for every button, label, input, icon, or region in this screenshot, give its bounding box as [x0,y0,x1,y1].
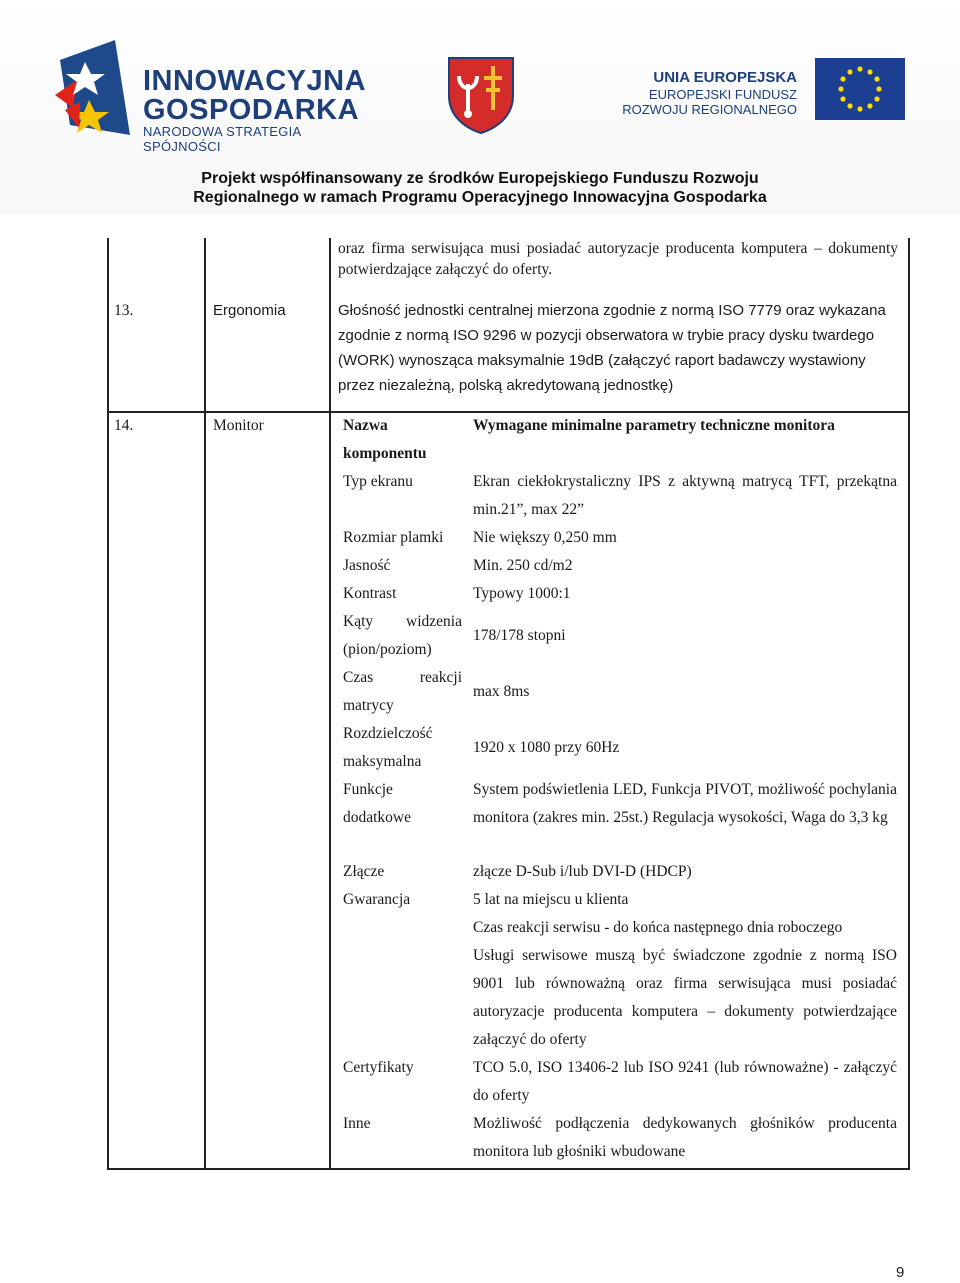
component-label-inne: Inne [343,1115,371,1132]
component-label-gwarancja: Gwarancja [343,891,411,908]
ig-logo-line3: NARODOWA STRATEGIA SPÓJNOŚCI [143,124,301,154]
component-value-rozdzielczosc: 1920 x 1080 przy 60Hz [473,739,620,756]
component-value-zlacze: złącze D-Sub i/lub DVI-D (HDCP) [473,863,692,880]
parameters-header: Wymagane minimalne parametry techniczne monitora [473,417,835,434]
table-border-bottom [107,1168,910,1170]
table-border-col2 [204,238,206,1170]
innowacyjna-gospodarka-logo [55,40,375,154]
component-header: Nazwa komponentu [343,417,427,462]
ue-logo-line2: EUROPEJSKI FUNDUSZ [648,87,797,102]
row13-name: Ergonomia [213,302,286,319]
component-value-typ-ekranu: Ekran ciekłokrystaliczny IPS z aktywną matrycą TFT, przekątna min.21”, max 22” [473,473,897,518]
coat-of-arms-icon [447,56,515,134]
ig-star-mark-icon [55,40,135,140]
component-label-jasnosc: Jasność [343,557,391,574]
component-value-katy-widzenia: 178/178 stopni [473,627,566,644]
row13-number: 13. [114,302,134,319]
project-funding-line2: Regionalnego w ramach Programu Operacyjnego Innowacyjna Gospodarka [193,189,767,206]
component-value-rozmiar-plamki: Nie większy 0,250 mm [473,529,617,546]
component-label-kontrast: Kontrast [343,585,397,602]
ig-logo-line2: GOSPODARKA [143,94,360,126]
component-value-czas-reakcji: max 8ms [473,683,530,700]
component-label-czas-reakcji: Czas reakcji matrycy [343,669,462,714]
specification-table [107,238,910,1170]
component-label-zlacze: Złącze [343,863,385,880]
continuation-text: oraz firma serwisująca musi posiadać autoryzacje producenta komputera – dokumenty potwierdzające załączyć do oferty. [338,240,898,278]
component-label-typ-ekranu: Typ ekranu [343,473,413,490]
table-border-left [107,238,109,1170]
eu-flag-icon [815,58,905,120]
component-label-rozmiar-plamki: Rozmiar plamki [343,529,444,546]
page-header [0,0,960,215]
component-label-certyfikaty: Certyfikaty [343,1059,414,1076]
ue-logo-line3: ROZWOJU REGIONALNEGO [622,102,797,117]
component-value-gwarancja: 5 lat na miejscu u klienta [473,891,629,908]
table-border-col3 [329,238,331,1170]
component-value-jasnosc: Min. 250 cd/m2 [473,557,573,574]
ue-logo-line1: UNIA EUROPEJSKA [653,69,797,86]
row14-number: 14. [114,417,134,434]
component-value-uslugi-serwisowe: Usługi serwisowe muszą być świadczone zgodnie z normą ISO 9001 lub równoważną oraz firma serwisująca musi posiadać autoryzacje producenta komputera – dokumenty potwierdzające załączyć do oferty [473,947,897,1048]
project-funding-line1: Projekt współfinansowany ze środków Europejskiego Funduszu Rozwoju [201,170,759,187]
page-number: 9 [896,1264,905,1281]
component-label-katy-widzenia: Kąty widzenia (pion/poziom) [343,613,462,658]
component-value-kontrast: Typowy 1000:1 [473,585,571,602]
component-value-czas-reakcji-serwisu: Czas reakcji serwisu - do końca następnego dnia roboczego [473,919,843,936]
component-label-rozdzielczosc: Rozdzielczość maksymalna [343,725,433,770]
component-value-certyfikaty: TCO 5.0, ISO 13406-2 lub ISO 9241 (lub równoważne) - załączyć do oferty [473,1059,897,1104]
component-value-inne: Możliwość podłączenia dedykowanych głośników producenta monitora lub głośniki wbudowane [473,1115,897,1160]
component-value-funkcje-dodatkowe: System podświetlenia LED, Funkcja PIVOT, możliwość pochylania monitora (zakres min. 25st.) Regulacja wysokości, Waga do 3,3 kg [473,781,897,826]
ue-logo [615,58,905,128]
row13-description: Głośność jednostki centralnej mierzona zgodnie z normą ISO 7779 oraz wykazana zgodnie z normą ISO 9296 w pozycji obserwatora w trybie pracy dysku twardego (WORK) wynosząca maksymalnie 19dB (załączyć raport badawczy wystawiony przez niezależną, polską akredytowaną jednostkę) [338,302,886,394]
ig-logo-line1: INNOWACYJNA [143,65,367,97]
table-border-right [908,238,910,1170]
row14-name: Monitor [213,417,264,434]
component-label-funkcje-dodatkowe: Funkcje dodatkowe [343,781,412,826]
